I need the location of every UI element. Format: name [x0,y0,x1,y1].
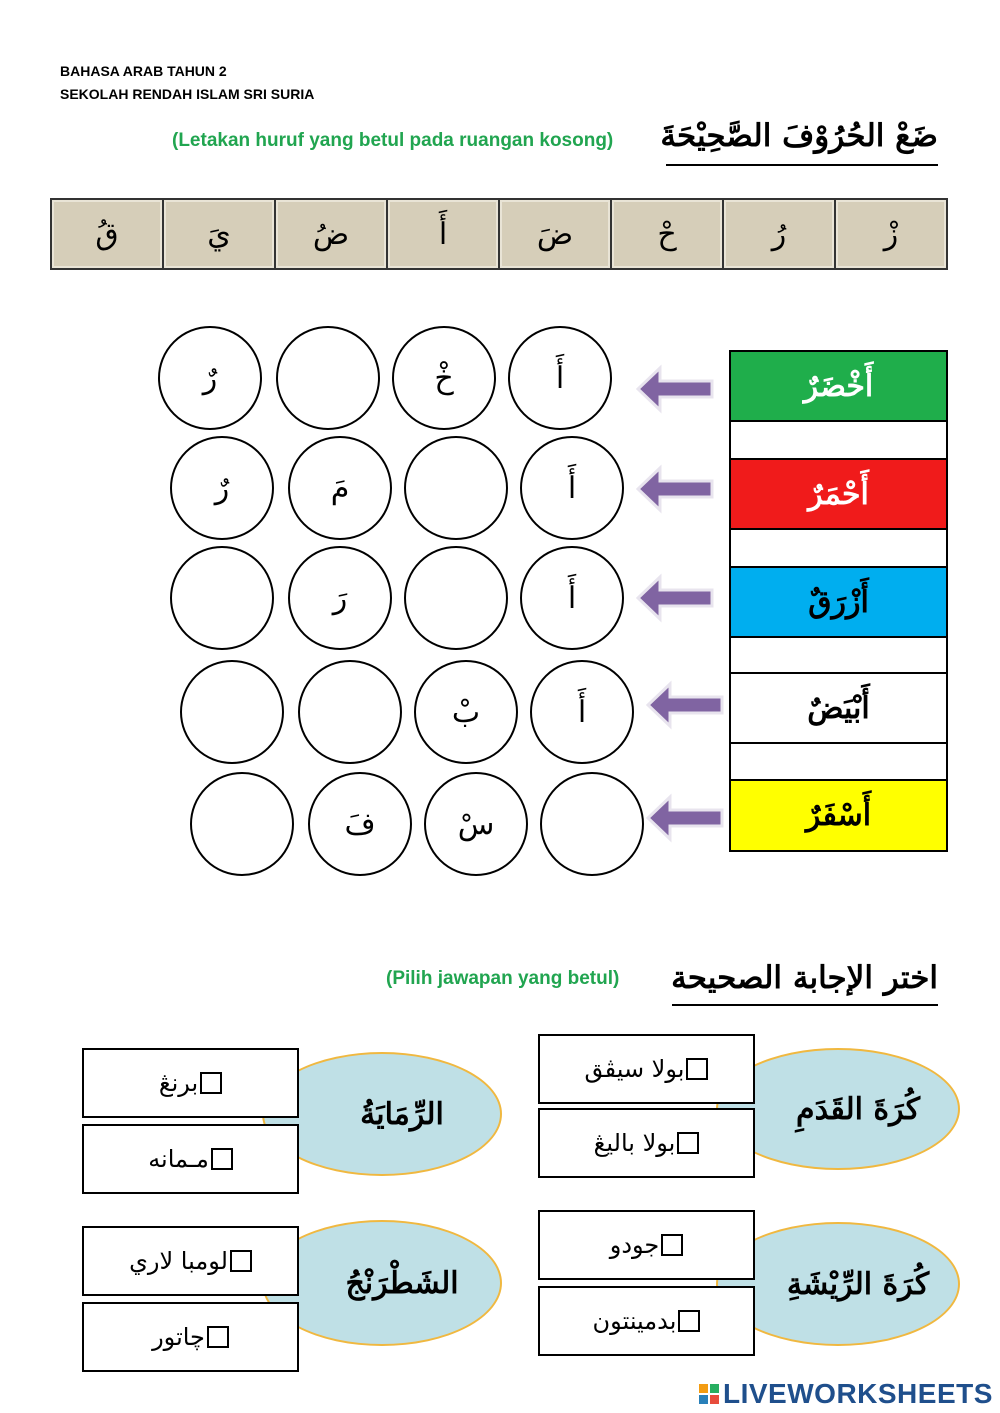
left-arrow-icon [636,464,716,514]
option-text: بدمينتون [592,1307,677,1335]
color-word-red: أَحْمَرٌ [729,458,948,530]
letter-circle[interactable] [404,436,508,540]
checkbox[interactable] [678,1310,700,1332]
letter-bank [50,198,948,270]
letter-circle[interactable]: أَ [520,546,624,650]
liveworksheets-logo-icon [698,1383,720,1405]
letter-tile[interactable]: أَ [388,200,500,268]
letter-tile[interactable]: حْ [612,200,724,268]
checkbox[interactable] [230,1250,252,1272]
gap-spacer [729,530,948,566]
checkbox[interactable] [661,1234,683,1256]
answer-option[interactable] [538,1034,755,1104]
option-text: بولا باليڠ [593,1129,676,1157]
checkbox[interactable] [686,1058,708,1080]
answer-option[interactable] [82,1048,299,1118]
letter-circle[interactable]: بْ [414,660,518,764]
section2-instruction: (Pilih jawapan yang betul) [386,968,620,989]
answer-option[interactable] [538,1108,755,1178]
letter-circle[interactable] [170,546,274,650]
option-text: مـمانه [148,1145,209,1173]
school-subject: BAHASA ARAB TAHUN 2 [60,63,227,79]
letter-circle[interactable]: أَ [508,326,612,430]
color-word-blue: أَزْرَقٌ [729,566,948,638]
color-word-white: أَبْيَضٌ [729,672,948,744]
letter-circle[interactable]: مَ [288,436,392,540]
letter-circle[interactable]: أَ [520,436,624,540]
gap-spacer [729,638,948,674]
letter-tile[interactable]: ضَ [500,200,612,268]
checkbox[interactable] [207,1326,229,1348]
checkbox[interactable] [211,1148,233,1170]
logo-text: LIVEWORKSHEETS [723,1378,993,1409]
answer-option[interactable] [538,1210,755,1280]
answer-option[interactable] [538,1286,755,1356]
gap-spacer [729,744,948,780]
letter-circle[interactable]: رٌ [170,436,274,540]
letter-tile[interactable]: رُ [724,200,836,268]
letter-circle[interactable]: أَ [530,660,634,764]
section1-title: ضَعْ الحُرُوْفَ الصَّحِيْحَةَ [666,108,938,166]
answer-option[interactable] [82,1226,299,1296]
color-word-yellow: أَسْفَرٌ [729,779,948,852]
letter-circle[interactable] [404,546,508,650]
left-arrow-icon [646,793,726,843]
left-arrow-icon [636,573,716,623]
option-text: چاتور [152,1323,205,1351]
option-text: برنڠ [158,1069,199,1097]
color-word-green: أَخْضَرٌ [729,350,948,422]
term-chess: الشَطْرَنْجُ [262,1220,502,1346]
letter-circle[interactable] [540,772,644,876]
option-text: بولا سيڤق [584,1055,685,1083]
answer-option[interactable] [82,1302,299,1372]
term-archery: الرِّمَايَةُ [262,1052,502,1176]
letter-circle[interactable]: رٌ [158,326,262,430]
letter-circle[interactable] [190,772,294,876]
letter-tile[interactable]: ضُ [276,200,388,268]
answer-option[interactable] [82,1124,299,1194]
checkbox[interactable] [200,1072,222,1094]
letter-circle[interactable] [298,660,402,764]
school-name: SEKOLAH RENDAH ISLAM SRI SURIA [60,86,315,102]
letter-tile[interactable]: يَ [164,200,276,268]
letter-circle[interactable]: خْ [392,326,496,430]
option-text: لومبا لاري [129,1247,228,1275]
letter-circle[interactable]: رَ [288,546,392,650]
letter-circle[interactable]: سْ [424,772,528,876]
letter-circle[interactable] [276,326,380,430]
left-arrow-icon [646,680,726,730]
checkbox[interactable] [677,1132,699,1154]
letter-circle[interactable]: فَ [308,772,412,876]
left-arrow-icon [636,364,716,414]
term-football: كُرَةَ القَدَمِ [716,1048,960,1170]
letter-circle[interactable] [180,660,284,764]
option-text: جودو [609,1231,660,1259]
liveworksheets-logo[interactable] [698,1378,993,1410]
letter-tile[interactable]: زْ [836,200,946,268]
term-badminton: كُرَةَ الرِّيْشَةِ [716,1222,960,1346]
letter-tile[interactable]: قُ [52,200,164,268]
section2-title: اختر الإجابة الصحيحة [672,952,938,1006]
gap-spacer [729,422,948,458]
section1-instruction: (Letakan huruf yang betul pada ruangan kosong) [172,130,614,151]
